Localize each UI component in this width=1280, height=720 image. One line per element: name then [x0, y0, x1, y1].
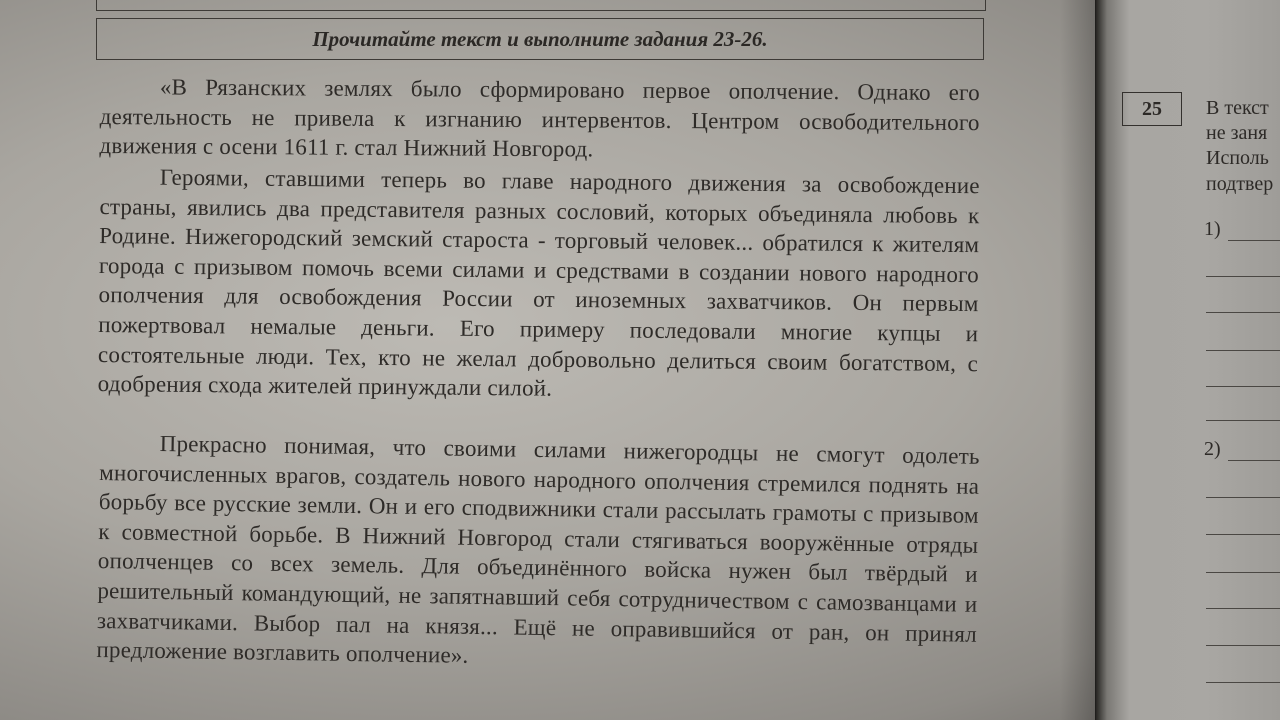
answer-line	[1206, 608, 1280, 609]
answer-line	[1206, 534, 1280, 535]
task-text-fragment: не заня	[1206, 122, 1268, 144]
text-paragraph-2: Героями, ставшими теперь во главе народного движения за освобождение страны, явились два представителя разных сословий, которых объединяла любовь к Родине. Нижегородский земский староста - торговый человек... обратился к жителям города с призывом помочь всеми силами и средствами в создании нового народного ополчения для освобождения России от иноземных захватчиков. Он первым пожертвовал немалые деньги. Его примеру последовали многие купцы и состоятельные люди. Тех, кто не желал добровольно делиться своим богатством, с одобрения схода жителей принуждали силой.	[97, 164, 980, 401]
instruction-title: Прочитайте текст и выполните задания 23-26.	[312, 26, 768, 51]
answer-line	[1206, 350, 1280, 351]
answer-line	[1206, 276, 1280, 277]
text-paragraph-3: Прекрасно понимая, что своими силами нижегородцы не смогут одолеть многочисленных врагов, создатель нового народного ополчения стремился поднять на борьбу все русские земли. Он и его сподвижники стали рассылать грамоты с призывом к совместной борьбе. В Нижний Новгород стали стягиваться вооружённые отряды ополченцев со всех земель. Для объединённого войска нужен был твёрдый и решительный командующий, не запятнавший себя сотрудничеством с самозванцами и захватчиками. Выбор пал на князя... Ещё не оправившийся от ран, он принял предложение возглавить ополчение».	[96, 430, 980, 668]
answer-line	[1228, 240, 1280, 241]
previous-box-edge	[96, 0, 986, 11]
answer-label-2: 2)	[1204, 438, 1221, 460]
answer-line	[1206, 645, 1280, 646]
task-text-fragment: В текст	[1206, 97, 1269, 119]
task-number-box: 25	[1122, 92, 1182, 126]
answer-line	[1206, 497, 1280, 498]
answer-line	[1206, 420, 1280, 421]
task-text-fragment: Исполь	[1206, 147, 1269, 169]
answer-line	[1206, 312, 1280, 313]
answer-line	[1206, 572, 1280, 573]
answer-line	[1228, 460, 1280, 461]
answer-line	[1206, 386, 1280, 387]
task-text-fragment: подтвер	[1206, 173, 1274, 195]
answer-label-1: 1)	[1204, 218, 1221, 240]
answer-line	[1206, 682, 1280, 683]
right-page	[1095, 0, 1280, 720]
text-paragraph-1: «В Рязанских землях было сформировано первое ополчение. Однако его деятельность не привела к изгнанию интервентов. Центром освободительного движения с осени 1611 г. стал Нижний Новгород.	[99, 74, 980, 162]
instruction-box	[96, 18, 984, 60]
